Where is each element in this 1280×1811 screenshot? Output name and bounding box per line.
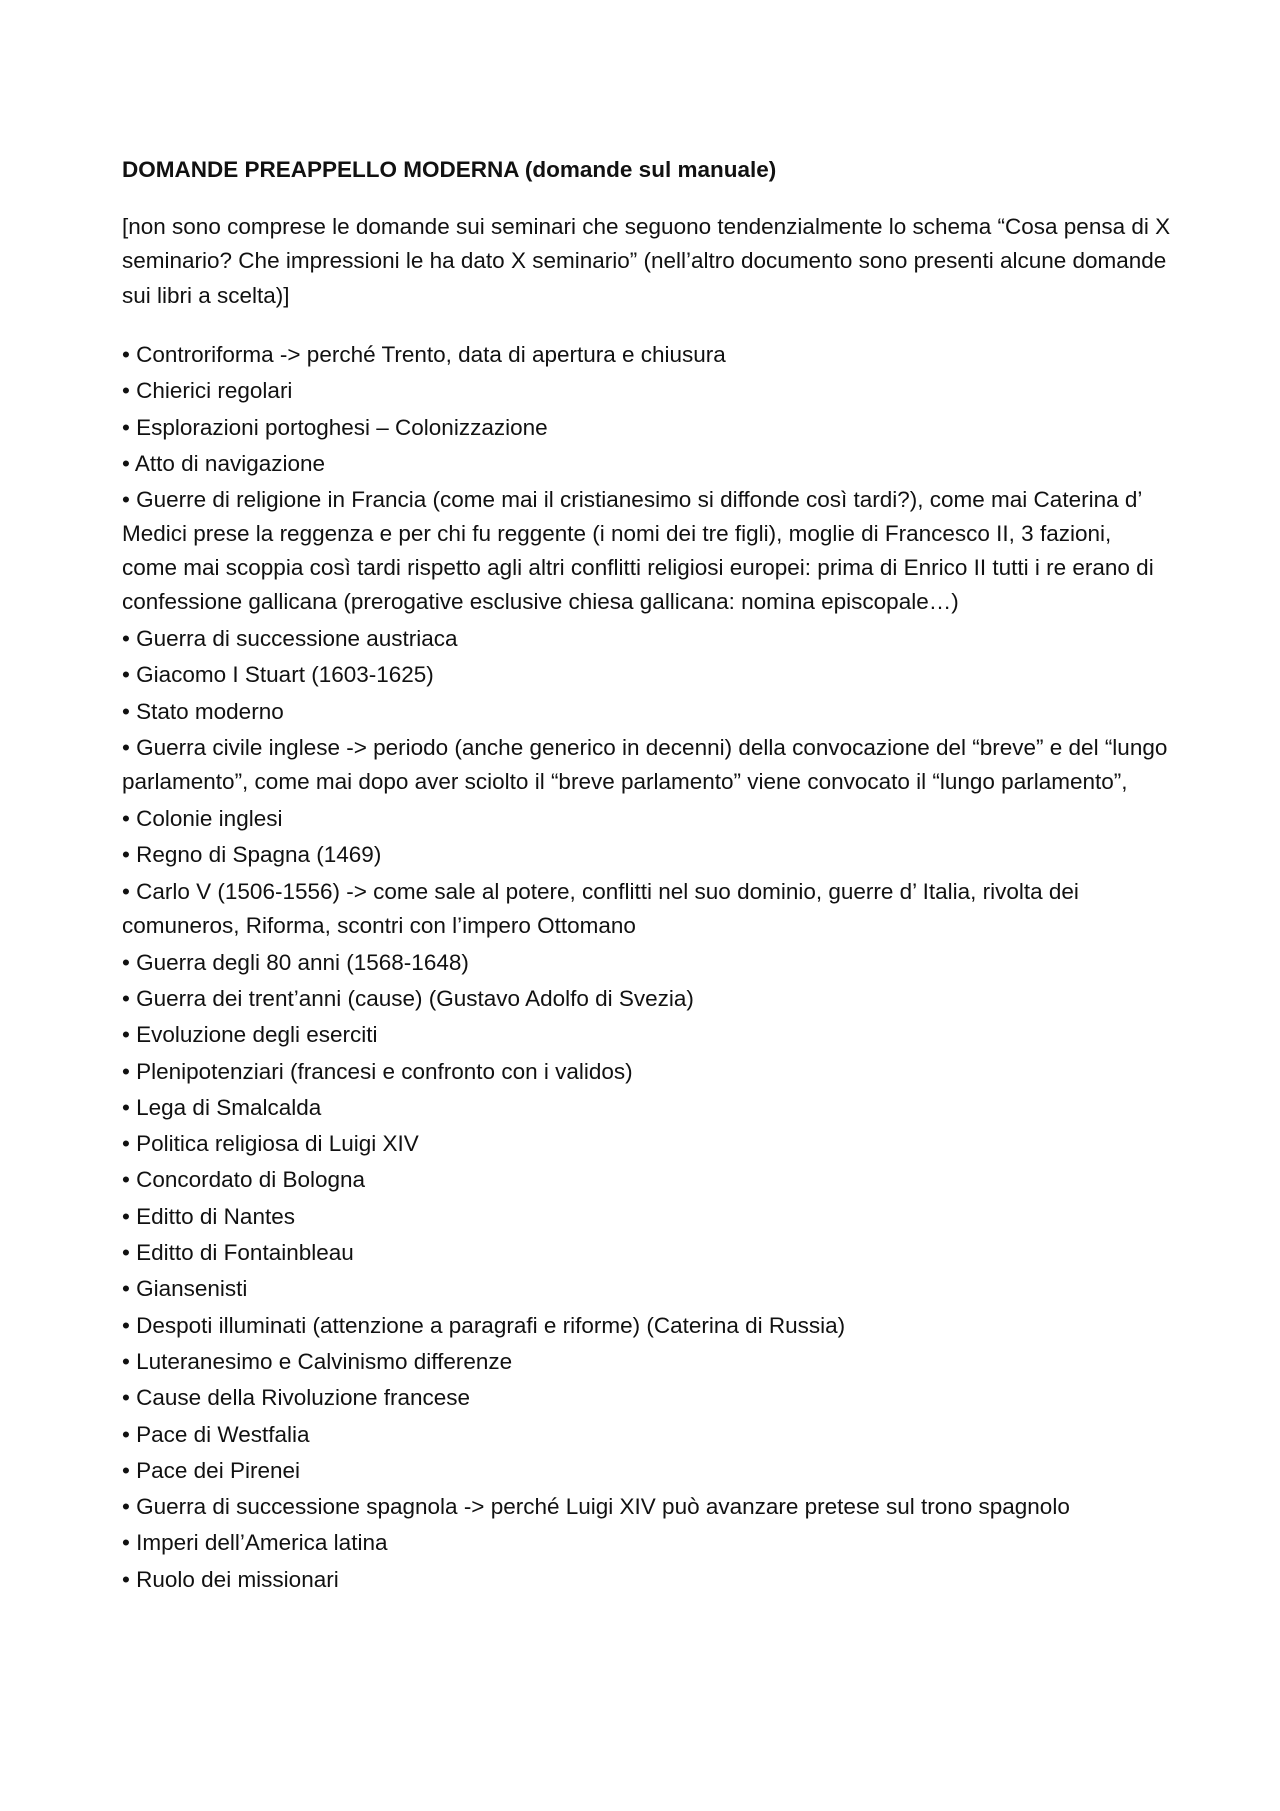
list-item: • Carlo V (1506-1556) -> come sale al potere, conflitti nel suo dominio, guerre d’ Italia, rivolta dei comuneros, Riforma, scontri con l’impero Ottomano [122,878,1079,938]
list-item: • Colonie inglesi [122,806,283,832]
list-item: • Evoluzione degli eserciti [122,1022,378,1048]
list-item: • Guerra civile inglese -> periodo (anche generico in decenni) della convocazione del “breve” e del “lungo parlamento”, come mai dopo aver sciolto il “breve parlamento” viene convocato il “lungo parlamento”, [122,735,1168,795]
list-item: • Atto di navigazione [122,450,326,476]
question-list [122,337,1172,1598]
list-item: • Plenipotenziari (francesi e confronto con i validos) [122,1058,633,1084]
list-item: • Editto di Nantes [122,1203,295,1229]
document-body [122,153,1172,1598]
list-item: • Stato moderno [122,698,284,724]
list-item: • Giansenisti [122,1276,248,1302]
list-item: • Imperi dell’America latina [122,1530,388,1556]
list-item: • Concordato di Bologna [122,1167,366,1193]
list-item: • Guerre di religione in Francia (come mai il cristianesimo si diffonde così tardi?), come mai Caterina d’ Medici prese la reggenza e per chi fu reggente (i nomi dei tre figli), moglie di Francesco II, 3 fazioni, come mai scoppia così tardi rispetto agli altri conflitti religiosi europei: prima di Enrico II tutti i re erano di confessione gallicana (prerogative esclusive chiesa gallicana: nomina episcopale…) [122,487,1154,615]
list-item: • Guerra di successione spagnola -> perché Luigi XIV può avanzare pretese sul trono spagnolo [122,1494,1070,1520]
list-item: • Guerra di successione austriaca [122,626,458,652]
list-item: • Luteranesimo e Calvinismo differenze [122,1348,513,1374]
list-item: • Ruolo dei missionari [122,1566,339,1592]
list-item: • Politica religiosa di Luigi XIV [122,1131,419,1157]
list-item: • Guerra degli 80 anni (1568-1648) [122,949,469,975]
list-item: • Guerra dei trent’anni (cause) (Gustavo Adolfo di Svezia) [122,985,694,1011]
list-item: • Pace di Westfalia [122,1421,310,1447]
document-title: DOMANDE PREAPPELLO MODERNA (domande sul manuale) [122,157,777,182]
list-item: • Controriforma -> perché Trento, data di apertura e chiusura [122,342,726,367]
list-item: • Cause della Rivoluzione francese [122,1385,471,1411]
intro-paragraph: [non sono comprese le domande sui seminari che seguono tendenzialmente lo schema “Cosa pensa di X seminario? Che impressioni le ha dato X seminario” (nell’altro documento sono presenti alcune domande sui libri a scelta)] [122,213,1171,308]
list-item: • Regno di Spagna (1469) [122,842,382,868]
list-item: • Esplorazioni portoghesi – Colonizzazione [122,414,548,440]
list-item: • Despoti illuminati (attenzione a paragrafi e riforme) (Caterina di Russia) [122,1312,846,1338]
list-item: • Lega di Smalcalda [122,1094,322,1120]
list-item: • Pace dei Pirenei [122,1457,300,1483]
list-item: • Editto di Fontainbleau [122,1240,354,1266]
list-item: • Chierici regolari [122,378,293,404]
list-item: • Giacomo I Stuart (1603-1625) [122,662,434,688]
